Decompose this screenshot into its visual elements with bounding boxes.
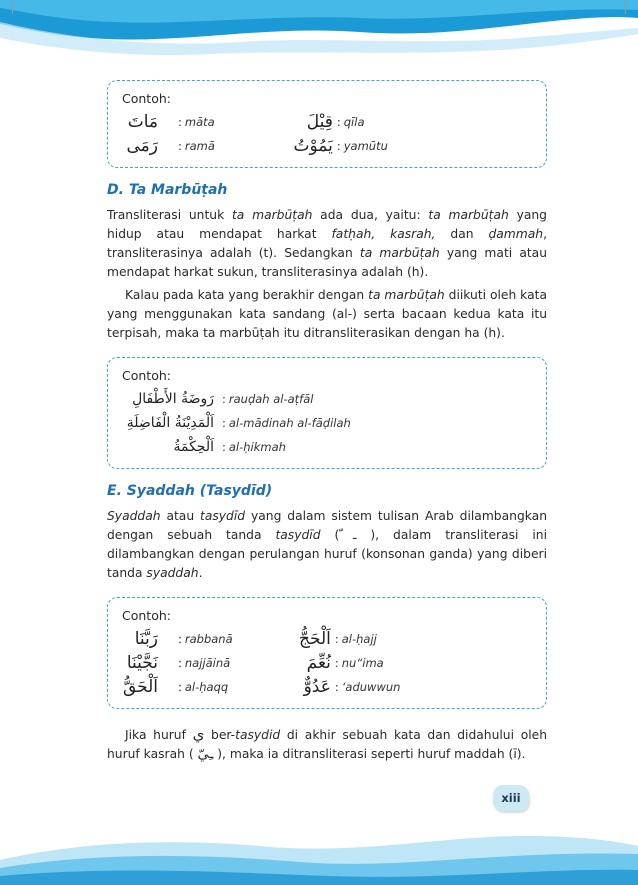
example-label: Contoh:	[122, 91, 171, 106]
example-row: مَاتَ : māta قِيْلَ : qīla	[122, 110, 532, 134]
latin-word: nu“ima	[341, 656, 384, 670]
latin-word: ramā	[184, 139, 215, 153]
arabic-word: مَاتَ	[127, 112, 158, 132]
arabic-word: يَمُوْتُ	[293, 136, 333, 156]
latin-word: al-ḥikmah	[228, 440, 286, 454]
page-content	[107, 80, 547, 764]
arabic-word: عَدُوٌّ	[303, 677, 331, 697]
example-row: رَوضَةُ الأَطْفَالِ : rauḍah al-aṭfāl	[122, 387, 532, 411]
latin-word: najjāinā	[184, 656, 231, 670]
example-label: Contoh:	[122, 368, 171, 383]
arabic-letter: ـِيّ	[197, 746, 214, 762]
section-d-paragraph-2: Kalau pada kata yang berakhir dengan ta marbūṭah diikuti oleh kata yang menggunakan kata sandang (al-) serta bacaan kedua kata itu terpisah, maka ta marbūṭah itu ditransliterasikan dengan ha (h).	[107, 288, 547, 340]
arabic-word: نُعِّمَ	[306, 653, 331, 673]
section-d-paragraph-1: Transliterasi untuk ta marbūṭah ada dua, yaitu: ta marbūṭah yang hidup atau mendapat harkat fatḥah, kasrah, dan ḍammah, transliterasinya adalah (t). Sedangkan ta marbūṭah yang mati atau mendapat harkat sukun, transliterasinya adalah (h).	[107, 208, 548, 279]
arabic-word: اَلْمَدِيْنَةُ الْفَاضِلَةِ	[126, 415, 214, 431]
example-row: اَلْحَقُّ : al-ḥaqq عَدُوٌّ : ‘aduwwun	[122, 677, 401, 697]
arabic-word: نَجَّيْنَا	[126, 653, 158, 673]
section-e-heading: E. Syaddah (Tasydīd)	[107, 483, 273, 499]
top-wave-decoration	[0, 0, 638, 70]
example-box-3	[107, 597, 547, 709]
example-row: نَجَّيْنَا : najjāinā نُعِّمَ : nu“ima	[122, 651, 532, 675]
arabic-word: اَلْحِكْمَةُ	[173, 439, 214, 455]
closing-paragraph: Jika huruf ي ber-tasydid di akhir sebuah kata dan didahului oleh huruf kasrah ( ـِيّ ), maka ia ditransliterasi seperti huruf maddah (ī).	[107, 725, 547, 762]
latin-word: māta	[184, 115, 215, 129]
example-row: اَلْحِكْمَةُ : al-ḥikmah	[122, 435, 532, 459]
section-e-paragraph-1: Syaddah atau tasydīd yang dalam sistem tulisan Arab dilambangkan dengan sebuah tanda tasydīd ( ّـ ), dalam transliterasi ini dilambangkan dengan perulangan huruf (konsonan ganda) yang diberi tanda syaddah.	[107, 509, 547, 580]
latin-word: rauḍah al-aṭfāl	[228, 392, 314, 406]
example-row: رَبَّنَا : rabbanā اَلْحَجُّ : al-ḥajj	[122, 627, 532, 651]
page-number-badge: xiii	[493, 785, 529, 811]
bottom-wave-decoration	[0, 820, 638, 885]
arabic-word: رَمَى	[126, 136, 158, 156]
arabic-word: قِيْلَ	[306, 112, 333, 132]
example-row: رَمَى : ramā يَمُوْتُ : yamūtu	[122, 134, 532, 158]
arabic-word: اَلْحَقُّ	[122, 677, 158, 697]
example-box-1	[107, 80, 547, 168]
section-d-heading: D. Ta Marbūṭah	[107, 182, 228, 198]
latin-word: al-ḥajj	[341, 632, 377, 646]
latin-word: al-mādinah al-fāḍilah	[228, 416, 351, 430]
example-box-2	[107, 357, 547, 469]
arabic-letter: ي	[192, 725, 205, 743]
latin-word: ‘aduwwun	[341, 680, 401, 694]
arabic-word: اَلْحَجُّ	[299, 629, 331, 649]
example-label: Contoh:	[122, 608, 171, 623]
arabic-word: رَوضَةُ الأَطْفَالِ	[132, 391, 214, 407]
example-row: اَلْمَدِيْنَةُ الْفَاضِلَةِ : al-mādinah al-fāḍilah	[122, 411, 532, 435]
latin-word: yamūtu	[343, 139, 388, 153]
latin-word: qīla	[343, 115, 365, 129]
latin-word: al-ḥaqq	[184, 680, 229, 694]
arabic-word: رَبَّنَا	[134, 629, 158, 649]
latin-word: rabbanā	[184, 632, 233, 646]
